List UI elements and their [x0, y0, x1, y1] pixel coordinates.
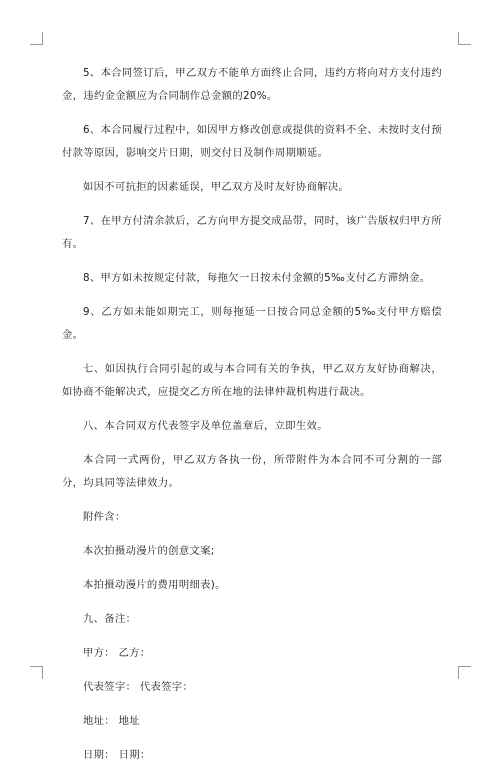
crop-mark-bottom-right: [458, 666, 471, 679]
clause-6-delivery-delay: 6、本合同履行过程中，如因甲方修改创意或提供的资料不全、未按时支付预付款等原因，影响交片日期，则交付日及制作周期顺延。: [62, 124, 442, 159]
signature-line: 代表签字： 代表签字：: [83, 681, 194, 693]
crop-mark-top-left: [30, 32, 43, 45]
crop-mark-bottom-left: [30, 666, 43, 679]
document-body: [62, 62, 442, 778]
clause-7-copyright: 7、在甲方付清余款后，乙方向甲方提交成品带，同时，该广告版权归甲方所有。: [62, 215, 442, 250]
crop-mark-top-right: [458, 32, 471, 45]
section-8-effectiveness: 八、本合同双方代表签字及单位盖章后，立即生效。: [83, 420, 328, 432]
copies-paragraph: 本合同一式两份，甲乙双方各执一份，所带附件为本合同不可分割的一部分，均具同等法律效力。: [62, 454, 442, 489]
section-7-dispute-resolution: 七、如因执行合同引起的或与本合同有关的争执，甲乙双方友好协商解决，如协商不能解决式，应提交乙方所在地的法律仲裁机构进行裁决。: [62, 363, 442, 398]
force-majeure-paragraph: 如因不可抗拒的因素延误，甲乙双方及时友好协商解决。: [83, 181, 350, 193]
clause-9-late-completion: 9、乙方如未能如期完工，则每拖延一日按合同总金额的5‰支付甲方赔偿金。: [62, 306, 442, 341]
attachments-heading: 附件含：: [83, 511, 126, 523]
attachment-item-1: 本次拍摄动漫片的创意文案;: [83, 545, 215, 557]
date-line: 日期： 日期：: [83, 749, 151, 761]
clause-8-late-payment: 8、甲方如未按规定付款，每拖欠一日按未付金额的5‰支付乙方滞纳金。: [83, 272, 431, 284]
section-9-remarks: 九、备注：: [83, 613, 137, 625]
attachment-item-2: 本拍摄动漫片的费用明细表)。: [83, 579, 226, 591]
clause-5-breach-penalty: 5、本合同签订后，甲乙双方不能单方面终止合同，违约方将向对方支付违约金，违约金金额应为合同制作总金额的20%。: [62, 67, 442, 102]
party-a-b-line: 甲方： 乙方：: [83, 647, 151, 659]
address-line: 地址： 地址: [83, 715, 140, 727]
